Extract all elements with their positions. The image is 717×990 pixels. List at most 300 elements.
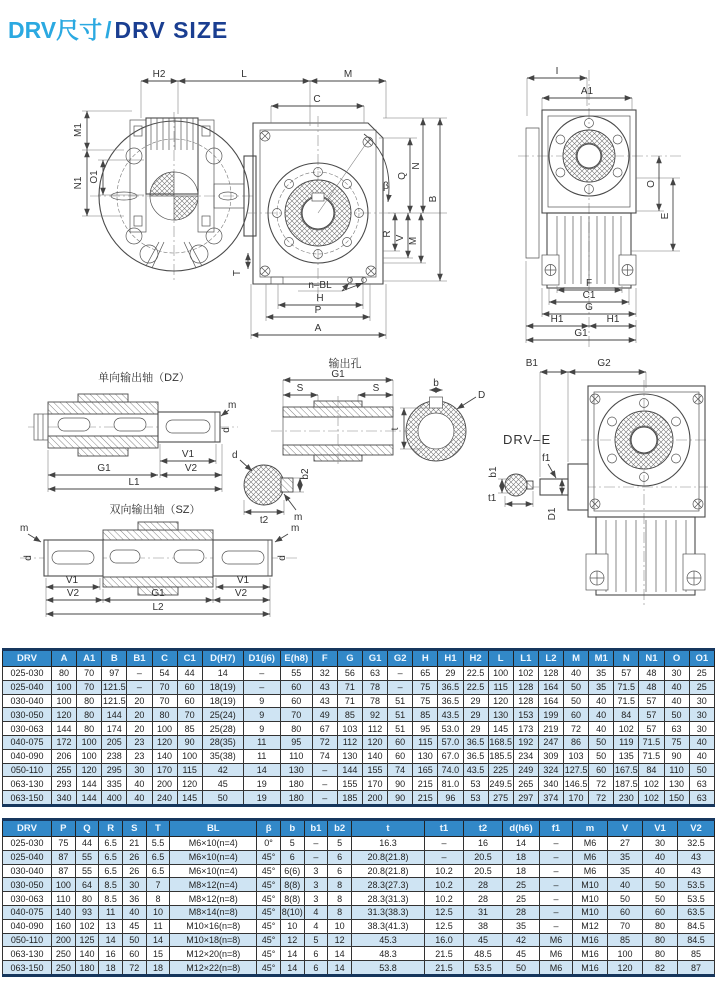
table-cell: – — [425, 850, 464, 864]
dim-label-beta: β — [383, 181, 389, 192]
dim-label-c: C — [313, 94, 321, 105]
table-cell: 57 — [614, 667, 639, 681]
table-cell: 45° — [257, 864, 281, 878]
table-cell: 140 — [363, 749, 388, 763]
table-cell: 103 — [564, 749, 589, 763]
table-cell: 130 — [664, 777, 689, 791]
table-cell: M8×14(n=8) — [170, 905, 257, 919]
table-cell: 234 — [513, 749, 538, 763]
table-cell: 23 — [127, 735, 152, 749]
table-cell: 60 — [122, 947, 146, 961]
table-cell: 50 — [564, 680, 589, 694]
table-cell: 140 — [75, 947, 99, 961]
column-header: D1(j6) — [243, 650, 280, 667]
table-cell: 50 — [122, 933, 146, 947]
column-header: Q — [75, 820, 99, 837]
table-cell: 30 — [689, 708, 714, 722]
table-cell: 30 — [643, 837, 678, 851]
table-cell: 144 — [337, 763, 362, 777]
table-cell: 145 — [488, 722, 513, 736]
table-cell: 6 — [328, 850, 352, 864]
table-cell: 25(24) — [202, 708, 243, 722]
table-row — [3, 864, 715, 878]
hole-label-d-big: D — [478, 390, 486, 401]
table-cell: 20.8(21.8) — [352, 850, 425, 864]
table-cell: 70 — [77, 680, 102, 694]
gearbox-front-drawing — [246, 116, 394, 302]
table-cell: 6.5 — [99, 850, 123, 864]
table-cell: 12.5 — [425, 919, 464, 933]
table-cell: 43 — [678, 850, 715, 864]
dz-label-d: d — [221, 427, 232, 433]
table-cell: 74 — [312, 749, 337, 763]
table-cell: 80 — [52, 667, 77, 681]
column-header: G2 — [388, 650, 413, 667]
table-cell: 5 — [280, 837, 304, 851]
table-cell: 8 — [328, 892, 352, 906]
table-row — [3, 933, 715, 947]
table-cell: 25 — [503, 878, 540, 892]
table-cell: 174 — [102, 722, 127, 736]
dim-label-m-right: M — [408, 236, 419, 246]
table-cell: – — [388, 680, 413, 694]
table-cell: M10 — [573, 878, 608, 892]
table-cell: 11 — [146, 919, 170, 933]
output-hole-title: 输出孔 — [328, 358, 362, 370]
table-cell: 53.0 — [438, 722, 463, 736]
table-cell: 97 — [102, 667, 127, 681]
table-cell: 5 — [328, 837, 352, 851]
table-row — [3, 892, 715, 906]
table-cell: M16 — [573, 961, 608, 976]
drv-e-diagram — [486, 352, 716, 647]
table-cell: – — [127, 680, 152, 694]
table-cell: 250 — [52, 947, 76, 961]
table-cell: 215 — [413, 777, 438, 791]
table-cell: M8×12(n=4) — [170, 878, 257, 892]
table-cell: 185 — [337, 791, 362, 806]
table-cell: 85 — [413, 708, 438, 722]
table-cell: 40 — [122, 905, 146, 919]
table-cell: 030-063 — [3, 722, 52, 736]
drv-e-label-b1-key: b1 — [488, 466, 499, 478]
table-cell: 135 — [614, 749, 639, 763]
column-header: t — [352, 820, 425, 837]
table-cell: 45.3 — [352, 933, 425, 947]
table-cell: – — [243, 667, 280, 681]
table-cell: 160 — [52, 919, 76, 933]
table-cell: 14 — [99, 933, 123, 947]
table-cell: 70 — [152, 680, 177, 694]
table-cell: 110 — [664, 763, 689, 777]
table-cell: 36.5 — [463, 749, 488, 763]
table-cell: 72 — [122, 961, 146, 976]
dim-label-o: O — [646, 180, 657, 188]
table-cell: 173 — [513, 722, 538, 736]
table-cell: 72 — [564, 722, 589, 736]
column-header: DRV — [3, 650, 52, 667]
hole-label-t2: t2 — [259, 515, 269, 526]
table-cell: 192 — [513, 735, 538, 749]
column-header: O1 — [689, 650, 714, 667]
table-cell: 206 — [52, 749, 77, 763]
column-header: B1 — [127, 650, 152, 667]
table-cell: 063-130 — [3, 947, 52, 961]
table-cell: 80 — [77, 722, 102, 736]
table-cell: 48 — [639, 667, 664, 681]
column-header: A — [52, 650, 77, 667]
table-cell: 127.5 — [564, 764, 588, 775]
table-cell: 25 — [689, 667, 714, 681]
table-cell: 145 — [177, 791, 202, 806]
drv-e-label-t1: t1 — [488, 493, 497, 504]
table-cell: 43.5 — [463, 763, 488, 777]
dim-label-h: H — [316, 293, 324, 304]
table-cell: 100 — [177, 749, 202, 763]
table-cell: 030-063 — [3, 892, 52, 906]
table-cell: 28 — [464, 892, 503, 906]
table-cell: 230 — [614, 791, 639, 806]
table-row — [3, 722, 715, 736]
drv-e-label-f1: f1 — [542, 453, 551, 464]
table-row — [3, 680, 715, 694]
table-cell: 3 — [304, 864, 328, 878]
table-cell: M6 — [540, 933, 573, 947]
table-cell: 72 — [589, 777, 614, 791]
table-cell: 21 — [122, 837, 146, 851]
table-cell: 180 — [280, 777, 312, 791]
column-header: P — [52, 820, 76, 837]
table-cell: 60 — [280, 694, 312, 708]
table-cell: 63.5 — [678, 905, 715, 919]
table-cell: 25 — [689, 680, 714, 694]
table-cell: 45 — [122, 919, 146, 933]
table-cell: 18 — [146, 961, 170, 976]
table-cell: 14 — [202, 667, 243, 681]
table-cell: 6 — [304, 947, 328, 961]
table-cell: 40 — [127, 791, 152, 806]
table-cell: 102 — [614, 722, 639, 736]
output-sleeve-drawing — [271, 396, 408, 466]
sz-label-v2-left: V2 — [66, 588, 80, 599]
table-cell: 164 — [538, 680, 563, 694]
drv-e-label-g2: G2 — [597, 358, 611, 369]
table-cell: 50 — [664, 708, 689, 722]
table-cell: 26 — [122, 850, 146, 864]
table-cell: 128 — [513, 694, 538, 708]
table-cell: 63 — [664, 722, 689, 736]
column-header: M — [564, 650, 589, 667]
hole-label-t: t — [390, 427, 401, 431]
table-cell: 65 — [413, 667, 438, 681]
double-output-shaft-diagram — [14, 500, 308, 642]
table-cell: 8(8) — [280, 892, 304, 906]
table-cell: 43 — [312, 680, 337, 694]
table-cell: 90 — [388, 791, 413, 806]
table-cell: 324 — [538, 763, 563, 777]
table-cell: 100 — [52, 878, 76, 892]
table-cell: 30 — [127, 763, 152, 777]
table-cell: 238 — [102, 749, 127, 763]
hole-label-s-right: S — [372, 383, 380, 394]
table-cell: 144 — [77, 791, 102, 806]
table-cell: 6 — [280, 850, 304, 864]
table-cell: 28.3(27.3) — [352, 878, 425, 892]
table-cell: 215 — [413, 791, 438, 806]
table-cell: 64 — [75, 878, 99, 892]
table-cell: 170 — [152, 763, 177, 777]
table-cell: 063-130 — [3, 777, 52, 791]
table-cell: 87 — [52, 864, 76, 878]
table-cell: 84 — [614, 708, 639, 722]
table-cell: 309 — [538, 749, 563, 763]
table-cell: 247 — [538, 735, 563, 749]
table-cell: 50 — [589, 749, 614, 763]
table-cell: 030-050 — [3, 878, 52, 892]
table-cell: 040-090 — [3, 749, 52, 763]
column-header: H1 — [438, 650, 463, 667]
table-cell: 80 — [643, 947, 678, 961]
table-cell: 70 — [280, 708, 312, 722]
sz-label-m-right: m — [291, 523, 300, 534]
dim-label-e: E — [660, 212, 671, 220]
table-cell: 80 — [280, 722, 312, 736]
table-cell: 25(28) — [202, 722, 243, 736]
table-cell: 12 — [328, 933, 352, 947]
table-cell: 50 — [503, 961, 540, 976]
column-header: b2 — [328, 820, 352, 837]
column-header: A1 — [77, 650, 102, 667]
table-cell: 295 — [102, 763, 127, 777]
table-cell: 050-110 — [3, 933, 52, 947]
table-row — [3, 708, 715, 722]
table-cell: 28.3(31.3) — [352, 892, 425, 906]
dz-shaft-title: 单向输出轴（DZ） — [98, 372, 190, 384]
table-cell: 42 — [503, 933, 540, 947]
table-cell: M6 — [573, 837, 608, 851]
table-cell: 112 — [337, 735, 362, 749]
header-row — [3, 820, 715, 837]
table-cell: 219 — [538, 722, 563, 736]
table-cell: 40 — [589, 722, 614, 736]
dz-shaft-drawing — [28, 394, 238, 456]
table-cell: 45 — [503, 947, 540, 961]
table-cell: 55 — [75, 864, 99, 878]
table-cell: 10 — [280, 919, 304, 933]
dim-label-p: P — [314, 305, 322, 316]
table-cell: 40 — [589, 694, 614, 708]
table-cell: – — [540, 892, 573, 906]
table-cell: 13 — [99, 919, 123, 933]
table-cell: 185.5 — [489, 751, 512, 762]
table-cell: 71.5 — [639, 749, 664, 763]
table-cell: 25 — [503, 892, 540, 906]
table-cell: 10.2 — [425, 864, 464, 878]
table-cell: 164 — [538, 694, 563, 708]
drv-e-label: DRV–E — [503, 432, 552, 447]
table-cell: 12 — [280, 933, 304, 947]
table-cell: 103 — [337, 722, 362, 736]
table-cell: 16 — [464, 837, 503, 851]
table-cell: 120 — [363, 735, 388, 749]
table-cell: 85 — [608, 933, 643, 947]
dim-label-m-top: M — [343, 69, 353, 80]
column-header: O — [664, 650, 689, 667]
table-cell: 48.3 — [352, 947, 425, 961]
table-row — [3, 749, 715, 763]
table-cell: 35 — [589, 680, 614, 694]
column-header: BL — [170, 820, 257, 837]
table-cell: 71 — [337, 680, 362, 694]
table-cell: 42 — [202, 763, 243, 777]
table-cell: 6.5 — [99, 837, 123, 851]
table-cell: 85 — [337, 708, 362, 722]
table-cell: 35(38) — [202, 749, 243, 763]
table-cell: 19 — [243, 791, 280, 806]
table-cell: 20 — [127, 722, 152, 736]
table-cell: 063-150 — [3, 791, 52, 806]
table-cell: 40 — [643, 850, 678, 864]
table-cell: 86 — [564, 735, 589, 749]
table-cell: 6.5 — [146, 864, 170, 878]
table-cell: 50 — [608, 892, 643, 906]
table-cell: M6×10(n=4) — [170, 837, 257, 851]
table-cell: M6 — [573, 850, 608, 864]
table-cell: 115 — [177, 763, 202, 777]
table-cell: 78 — [363, 680, 388, 694]
table-cell: 335 — [102, 777, 127, 791]
dim-label-g1: G1 — [574, 328, 588, 339]
table-cell: 168.5 — [489, 737, 512, 748]
table-cell: 57.0 — [438, 735, 463, 749]
hole-label-b: b — [433, 378, 439, 389]
table-cell: – — [540, 864, 573, 878]
table-cell: 8 — [328, 878, 352, 892]
table-cell: 27 — [608, 837, 643, 851]
column-header: b1 — [304, 820, 328, 837]
table-cell: 21.5 — [425, 961, 464, 976]
dim-label-i: I — [555, 66, 559, 77]
table-cell: 43.5 — [438, 708, 463, 722]
table-cell: 53 — [463, 777, 488, 791]
table-cell: 51 — [388, 722, 413, 736]
table-cell: 30 — [689, 722, 714, 736]
sz-label-m-left: m — [20, 523, 29, 534]
dz-label-g1: G1 — [97, 463, 111, 474]
table-cell: 29 — [463, 694, 488, 708]
table-cell: 130 — [488, 708, 513, 722]
table-cell: 78 — [363, 694, 388, 708]
table-cell: 18(19) — [202, 680, 243, 694]
table-cell: 70 — [77, 667, 102, 681]
table-cell: 71.5 — [614, 694, 639, 708]
table-cell: 125 — [75, 933, 99, 947]
table-cell: – — [243, 680, 280, 694]
table-cell: 128 — [538, 667, 563, 681]
table-cell: 93 — [75, 905, 99, 919]
table-cell: 15 — [146, 947, 170, 961]
table-cell: 8.5 — [99, 892, 123, 906]
table-cell: 7 — [146, 878, 170, 892]
table-row — [3, 777, 715, 791]
hole-label-s-left: S — [296, 383, 304, 394]
dim-label-q: Q — [397, 172, 408, 180]
table-cell: 130 — [413, 749, 438, 763]
table-cell: 40 — [664, 680, 689, 694]
table-cell: 16.0 — [425, 933, 464, 947]
column-header: G1 — [363, 650, 388, 667]
table-cell: 20.5 — [464, 850, 503, 864]
column-header: d(h6) — [503, 820, 540, 837]
column-header: T — [146, 820, 170, 837]
table-cell: 11 — [243, 735, 280, 749]
table-cell: 3 — [304, 878, 328, 892]
dim-label-n: N — [411, 162, 422, 170]
table-cell: 85 — [678, 947, 715, 961]
table-cell: M6 — [573, 864, 608, 878]
table-cell: 71.5 — [614, 680, 639, 694]
table-cell: 53.8 — [352, 961, 425, 976]
dim-label-v: V — [395, 234, 406, 242]
table-cell: M6 — [540, 961, 573, 976]
table-cell: – — [540, 905, 573, 919]
table-cell: 36 — [122, 892, 146, 906]
table-cell: 030-040 — [3, 694, 52, 708]
table-cell: 45 — [464, 933, 503, 947]
table-row — [3, 961, 715, 976]
table-cell: 8(8) — [280, 878, 304, 892]
column-header: t2 — [464, 820, 503, 837]
sz-label-d-left: d — [23, 555, 34, 561]
table-row — [3, 919, 715, 933]
table-cell: 8 — [328, 905, 352, 919]
table-cell: 14 — [146, 933, 170, 947]
table-cell: 255 — [52, 763, 77, 777]
table-cell: 95 — [413, 722, 438, 736]
table-cell: 3 — [304, 892, 328, 906]
table-cell: 63 — [689, 791, 714, 806]
table-cell: 36.5 — [438, 680, 463, 694]
table-cell: 60 — [589, 763, 614, 777]
table-cell: 14 — [280, 947, 304, 961]
table-cell: 14 — [503, 837, 540, 851]
column-header: D(H7) — [202, 650, 243, 667]
table-cell: 120 — [152, 735, 177, 749]
column-header: N — [614, 650, 639, 667]
table-cell: 040-075 — [3, 735, 52, 749]
table-cell: 150 — [664, 791, 689, 806]
drv-e-label-d1: D1 — [547, 507, 558, 521]
table-cell: 75 — [664, 735, 689, 749]
table-cell: 6 — [328, 864, 352, 878]
table-cell: 265 — [513, 777, 538, 791]
table-cell: 40 — [564, 667, 589, 681]
table-cell: 140 — [152, 749, 177, 763]
table-cell: 240 — [152, 791, 177, 806]
table-cell: 8 — [146, 892, 170, 906]
table-cell: 38.3(41.3) — [352, 919, 425, 933]
table-cell: – — [540, 919, 573, 933]
title-chinese: DRV尺寸 — [8, 17, 103, 43]
table-cell: 29 — [463, 708, 488, 722]
table-cell: 75 — [413, 680, 438, 694]
table-cell: 100 — [77, 749, 102, 763]
drv-e-drawing — [528, 380, 708, 607]
table-cell: 72 — [312, 735, 337, 749]
table-cell: 71.5 — [639, 735, 664, 749]
table-cell: 5 — [304, 933, 328, 947]
dim-label-r: R — [382, 230, 393, 238]
